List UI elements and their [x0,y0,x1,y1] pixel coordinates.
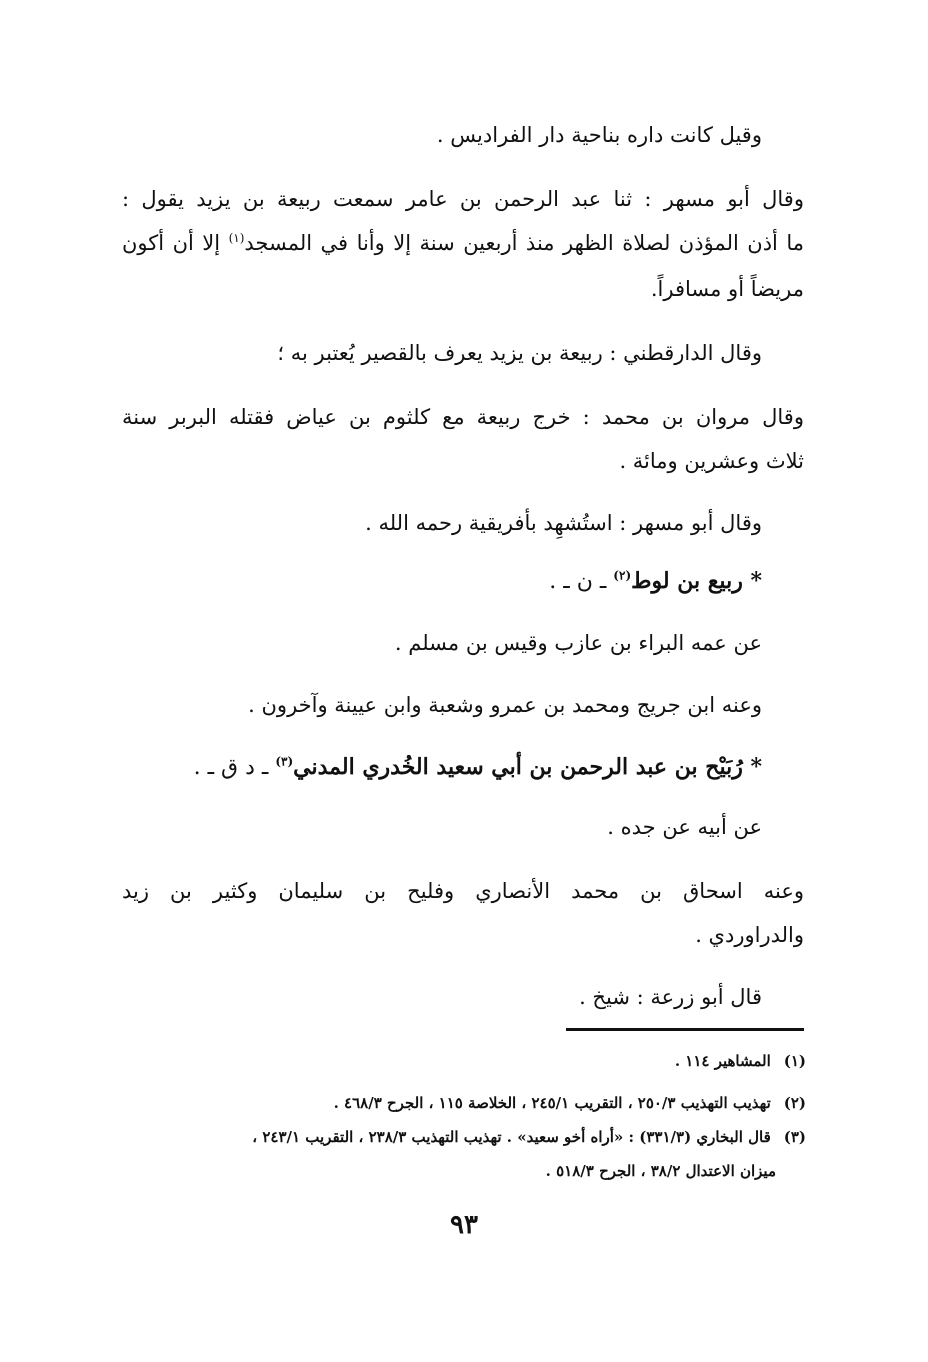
footnote-2 [334,1092,806,1114]
footnote-3-continued [546,1160,776,1182]
footnote-separator [566,1028,804,1031]
paragraph-marwan-line-1: وقال مروان بن محمد : خرج ربيعة مع كلثوم بن عياض فقتله البربر سنة [122,405,804,429]
footnote-text: ميزان الاعتدال ٣٨/٢ ، الجرح ٥١٨/٣ . [545,1162,776,1180]
paragraph-text: إلا أن أكون [122,231,229,255]
entry-siglum: ـ د ق ـ . [193,755,276,780]
footnote-3 [252,1126,806,1148]
entry-heading-rabi-ibn-lut [549,566,762,597]
footnote-ref-1: (١) [228,231,245,245]
entry-transmitted-to-line-2: والدراوردي . [695,923,804,947]
footnote-number: (٢) [783,1094,806,1112]
footnote-ref-3: (٣) [275,754,294,769]
entry-name: * رُبَيْح بن عبد الرحمن بن أبي سعيد الخُدري المدني [293,754,762,780]
footnote-ref-2: (٢) [613,568,632,583]
footnote-1 [675,1050,806,1072]
footnote-text: تهذيب التهذيب ٢٥٠/٣ ، التقريب ٢٤٥/١ ، الخلاصة ١١٥ ، الجرح ٤٦٨/٣ . [333,1094,771,1112]
entry-assessment: قال أبو زرعة : شيخ . [579,985,762,1009]
entry-heading-rubayh [194,752,762,783]
paragraph-abu-mushir-line-3: مريضاً أو مسافراً. [650,277,804,301]
paragraph-text: ما أذن المؤذن لصلاة الظهر منذ أربعين سنة إلا وأنا في المسجد [244,231,804,255]
paragraph-marwan-line-2: ثلاث وعشرين ومائة . [619,449,804,473]
footnote-number: (١) [783,1052,806,1070]
entry-transmitted-from: عن أبيه عن جده . [607,815,762,839]
page-number: ٩٣ [450,1210,478,1240]
entry-transmitted-from: عن عمه البراء بن عازب وقيس بن مسلم . [394,631,762,655]
footnote-text: المشاهير ١١٤ . [674,1052,771,1070]
footnote-text: قال البخاري (٣٣١/٣) : «أراه أخو سعيد» . تهذيب التهذيب ٢٣٨/٣ ، التقريب ٢٤٣/١ ، [252,1128,771,1146]
paragraph-residence: وقيل كانت داره بناحية دار الفراديس . [436,123,762,147]
paragraph-daraqutni: وقال الدارقطني : ربيعة بن يزيد يعرف بالقصير يُعتبر به ؛ [277,341,762,365]
paragraph-abu-mushir-line-1: وقال أبو مسهر : ثنا عبد الرحمن بن عامر سمعت ربيعة بن يزيد يقول : [122,187,804,211]
paragraph-abu-mushir-martyr: وقال أبو مسهر : استُشهِد بأفريقية رحمه الله . [365,511,762,535]
paragraph-abu-mushir-line-2 [122,228,804,258]
entry-transmitted-to: وعنه ابن جريج ومحمد بن عمرو وشعبة وابن عيينة وآخرون . [248,693,762,717]
entry-name: * ربيع بن لوط [631,568,762,594]
footnote-number: (٣) [783,1128,806,1146]
entry-siglum: ـ ن ـ . [549,569,614,594]
entry-transmitted-to-line-1: وعنه اسحاق بن محمد الأنصاري وفليح بن سليمان وكثير بن زيد [122,879,804,903]
